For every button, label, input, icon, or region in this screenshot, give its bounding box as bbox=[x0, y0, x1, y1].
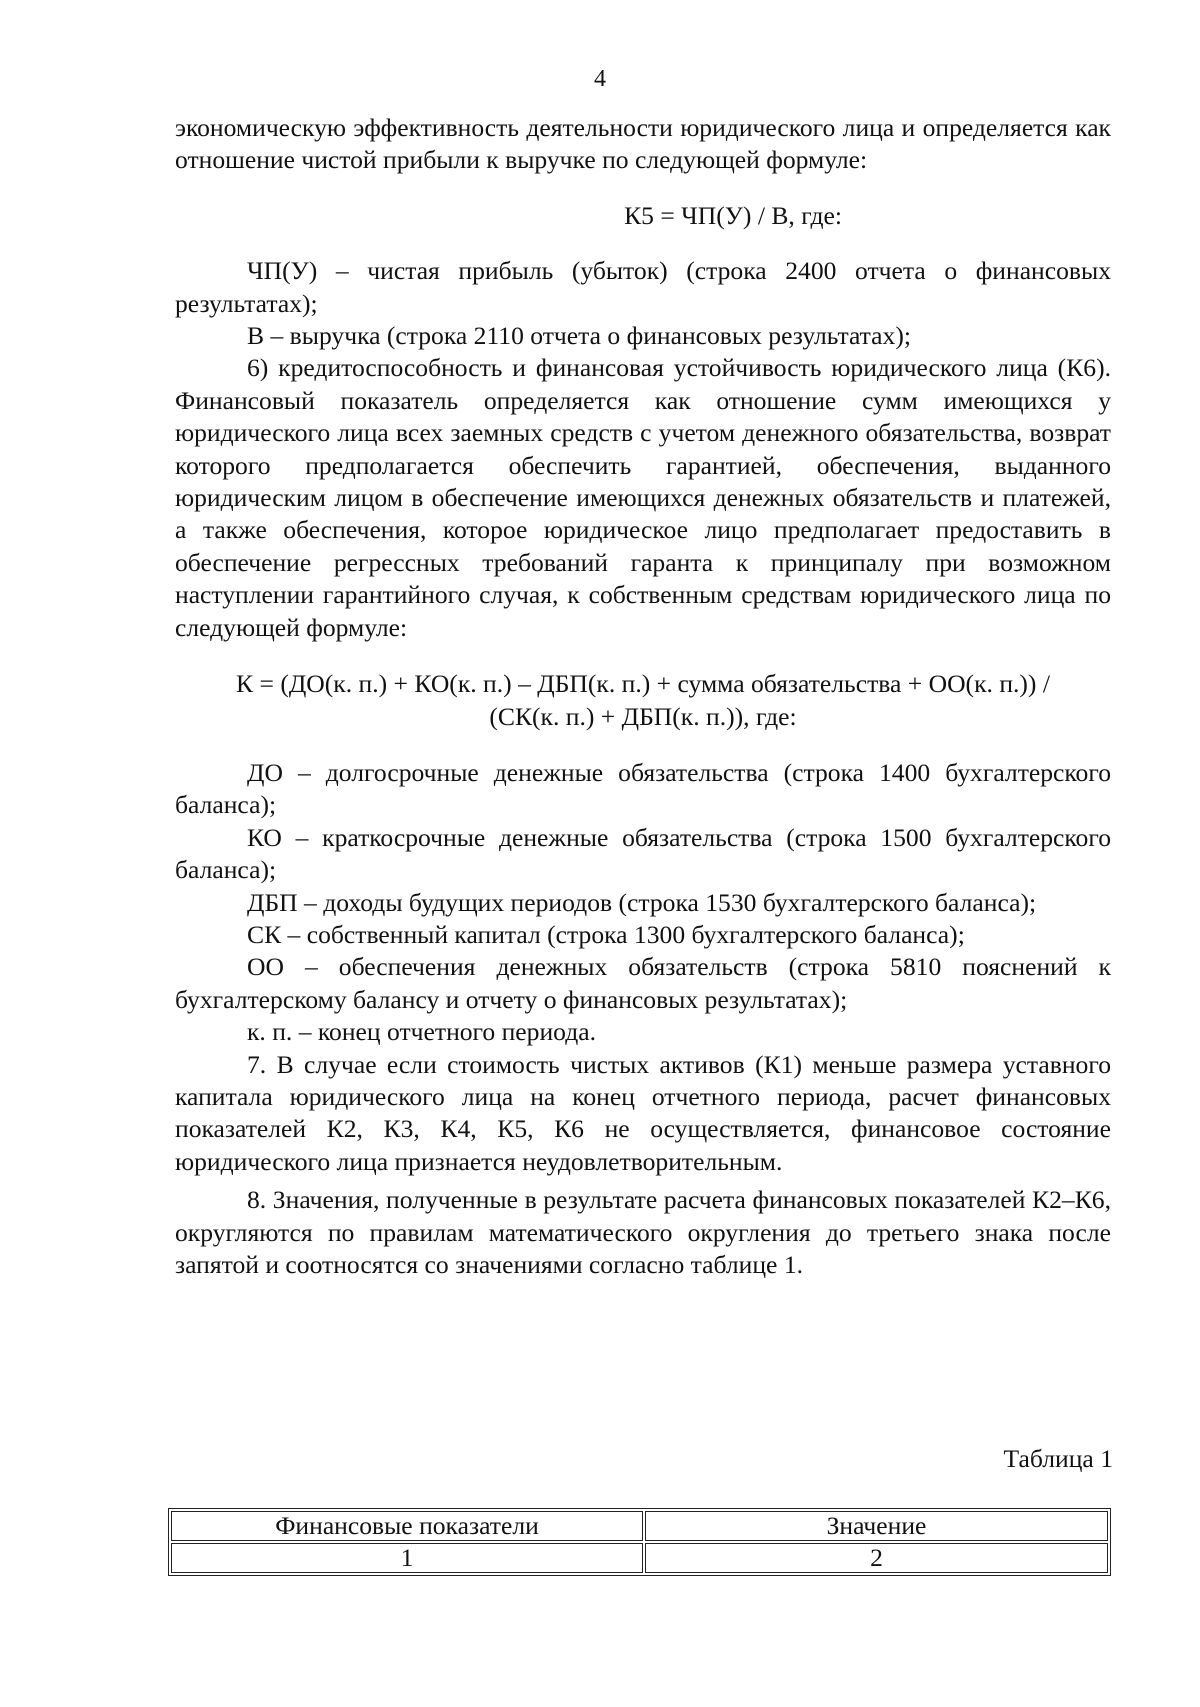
definition-v: В – выручка (строка 2110 отчета о финансовых результатах); bbox=[247, 321, 911, 351]
definition-ko: КО – краткосрочные денежные обязательства (строка 1500 бухгалтерского баланса); bbox=[175, 822, 1111, 885]
paragraph-7: 7. В случае если стоимость чистых активов (К1) меньше размера уставного капитала юридического лица на конец отчетного периода, расчет финансовых показателей К2, К3, К4, К5, К6 не осуществляется, финансовое состояние юридического лица признается неудовлетворительным. bbox=[175, 1049, 1111, 1176]
formula-k5: К5 = ЧП(У) / В, где: bbox=[624, 200, 842, 230]
table-numbering-row bbox=[171, 1543, 1108, 1573]
table-header-cell: Финансовые показатели bbox=[171, 1511, 643, 1541]
definition-oo: ОО – обеспечения денежных обязательств (строка 5810 пояснений к бухгалтерскому балансу и отчету о финансовых результатах); bbox=[175, 952, 1111, 1014]
page-number: 4 bbox=[594, 66, 606, 92]
formula-k6-line-2: (СК(к. п.) + ДБП(к. п.)), где: bbox=[489, 701, 797, 731]
definition-do: ДО – долгосрочные денежные обязательства (строка 1400 бухгалтерского баланса); bbox=[175, 757, 1111, 820]
paragraph-8: 8. Значения, полученные в результате расчета финансовых показателей К2–К6, округляются по правилам математического округления до третьего знака после запятой и соотносятся со значениями согласно таблице 1. bbox=[175, 1185, 1111, 1279]
definition-chpu: ЧП(У) – чистая прибыль (убыток) (строка 2400 отчета о финансовых результатах); bbox=[175, 256, 1111, 318]
table-header-cell: Значение bbox=[645, 1511, 1108, 1541]
formula-k6-line-1: К = (ДО(к. п.) + КО(к. п.) – ДБП(к. п.) + сумма обязательства + ОО(к. п.)) / bbox=[236, 669, 1050, 699]
indicators-table bbox=[168, 1508, 1111, 1576]
definition-dbp: ДБП – доходы будущих периодов (строка 1530 бухгалтерского баланса); bbox=[247, 887, 1037, 917]
body-text bbox=[175, 112, 1111, 1281]
definition-sk: СК – собственный капитал (строка 1300 бухгалтерского баланса); bbox=[247, 919, 965, 949]
paragraph-k5-intro: экономическую эффективность деятельности юридического лица и определяется как отношение чистой прибыли к выручке по следующей формуле: bbox=[175, 113, 1111, 175]
table-header-row bbox=[171, 1511, 1108, 1541]
table-caption: Таблица 1 bbox=[1003, 1444, 1113, 1473]
paragraph-k6: 6) кредитоспособность и финансовая устойчивость юридического лица (К6). Финансовый показатель определяется как отношение сумм имеющихся у юридического лица всех заемных средств с учетом денежного обязательства, возврат которого предполагается обеспечить гарантией, обеспечения, выданного юридическим лицом в обеспечение имеющихся денежных обязательств и платежей, а также обеспечения, которое юридическое лицо предполагает предоставить в обеспечение регрессных требований гаранта к принципалу при возможном наступлении гарантийного случая, к собственным средствам юридического лица по следующей формуле: bbox=[175, 353, 1111, 642]
table-cell: 2 bbox=[645, 1543, 1108, 1573]
table-cell: 1 bbox=[171, 1543, 643, 1573]
definition-kp: к. п. – конец отчетного периода. bbox=[247, 1017, 597, 1047]
formula-k6 bbox=[175, 668, 1111, 733]
